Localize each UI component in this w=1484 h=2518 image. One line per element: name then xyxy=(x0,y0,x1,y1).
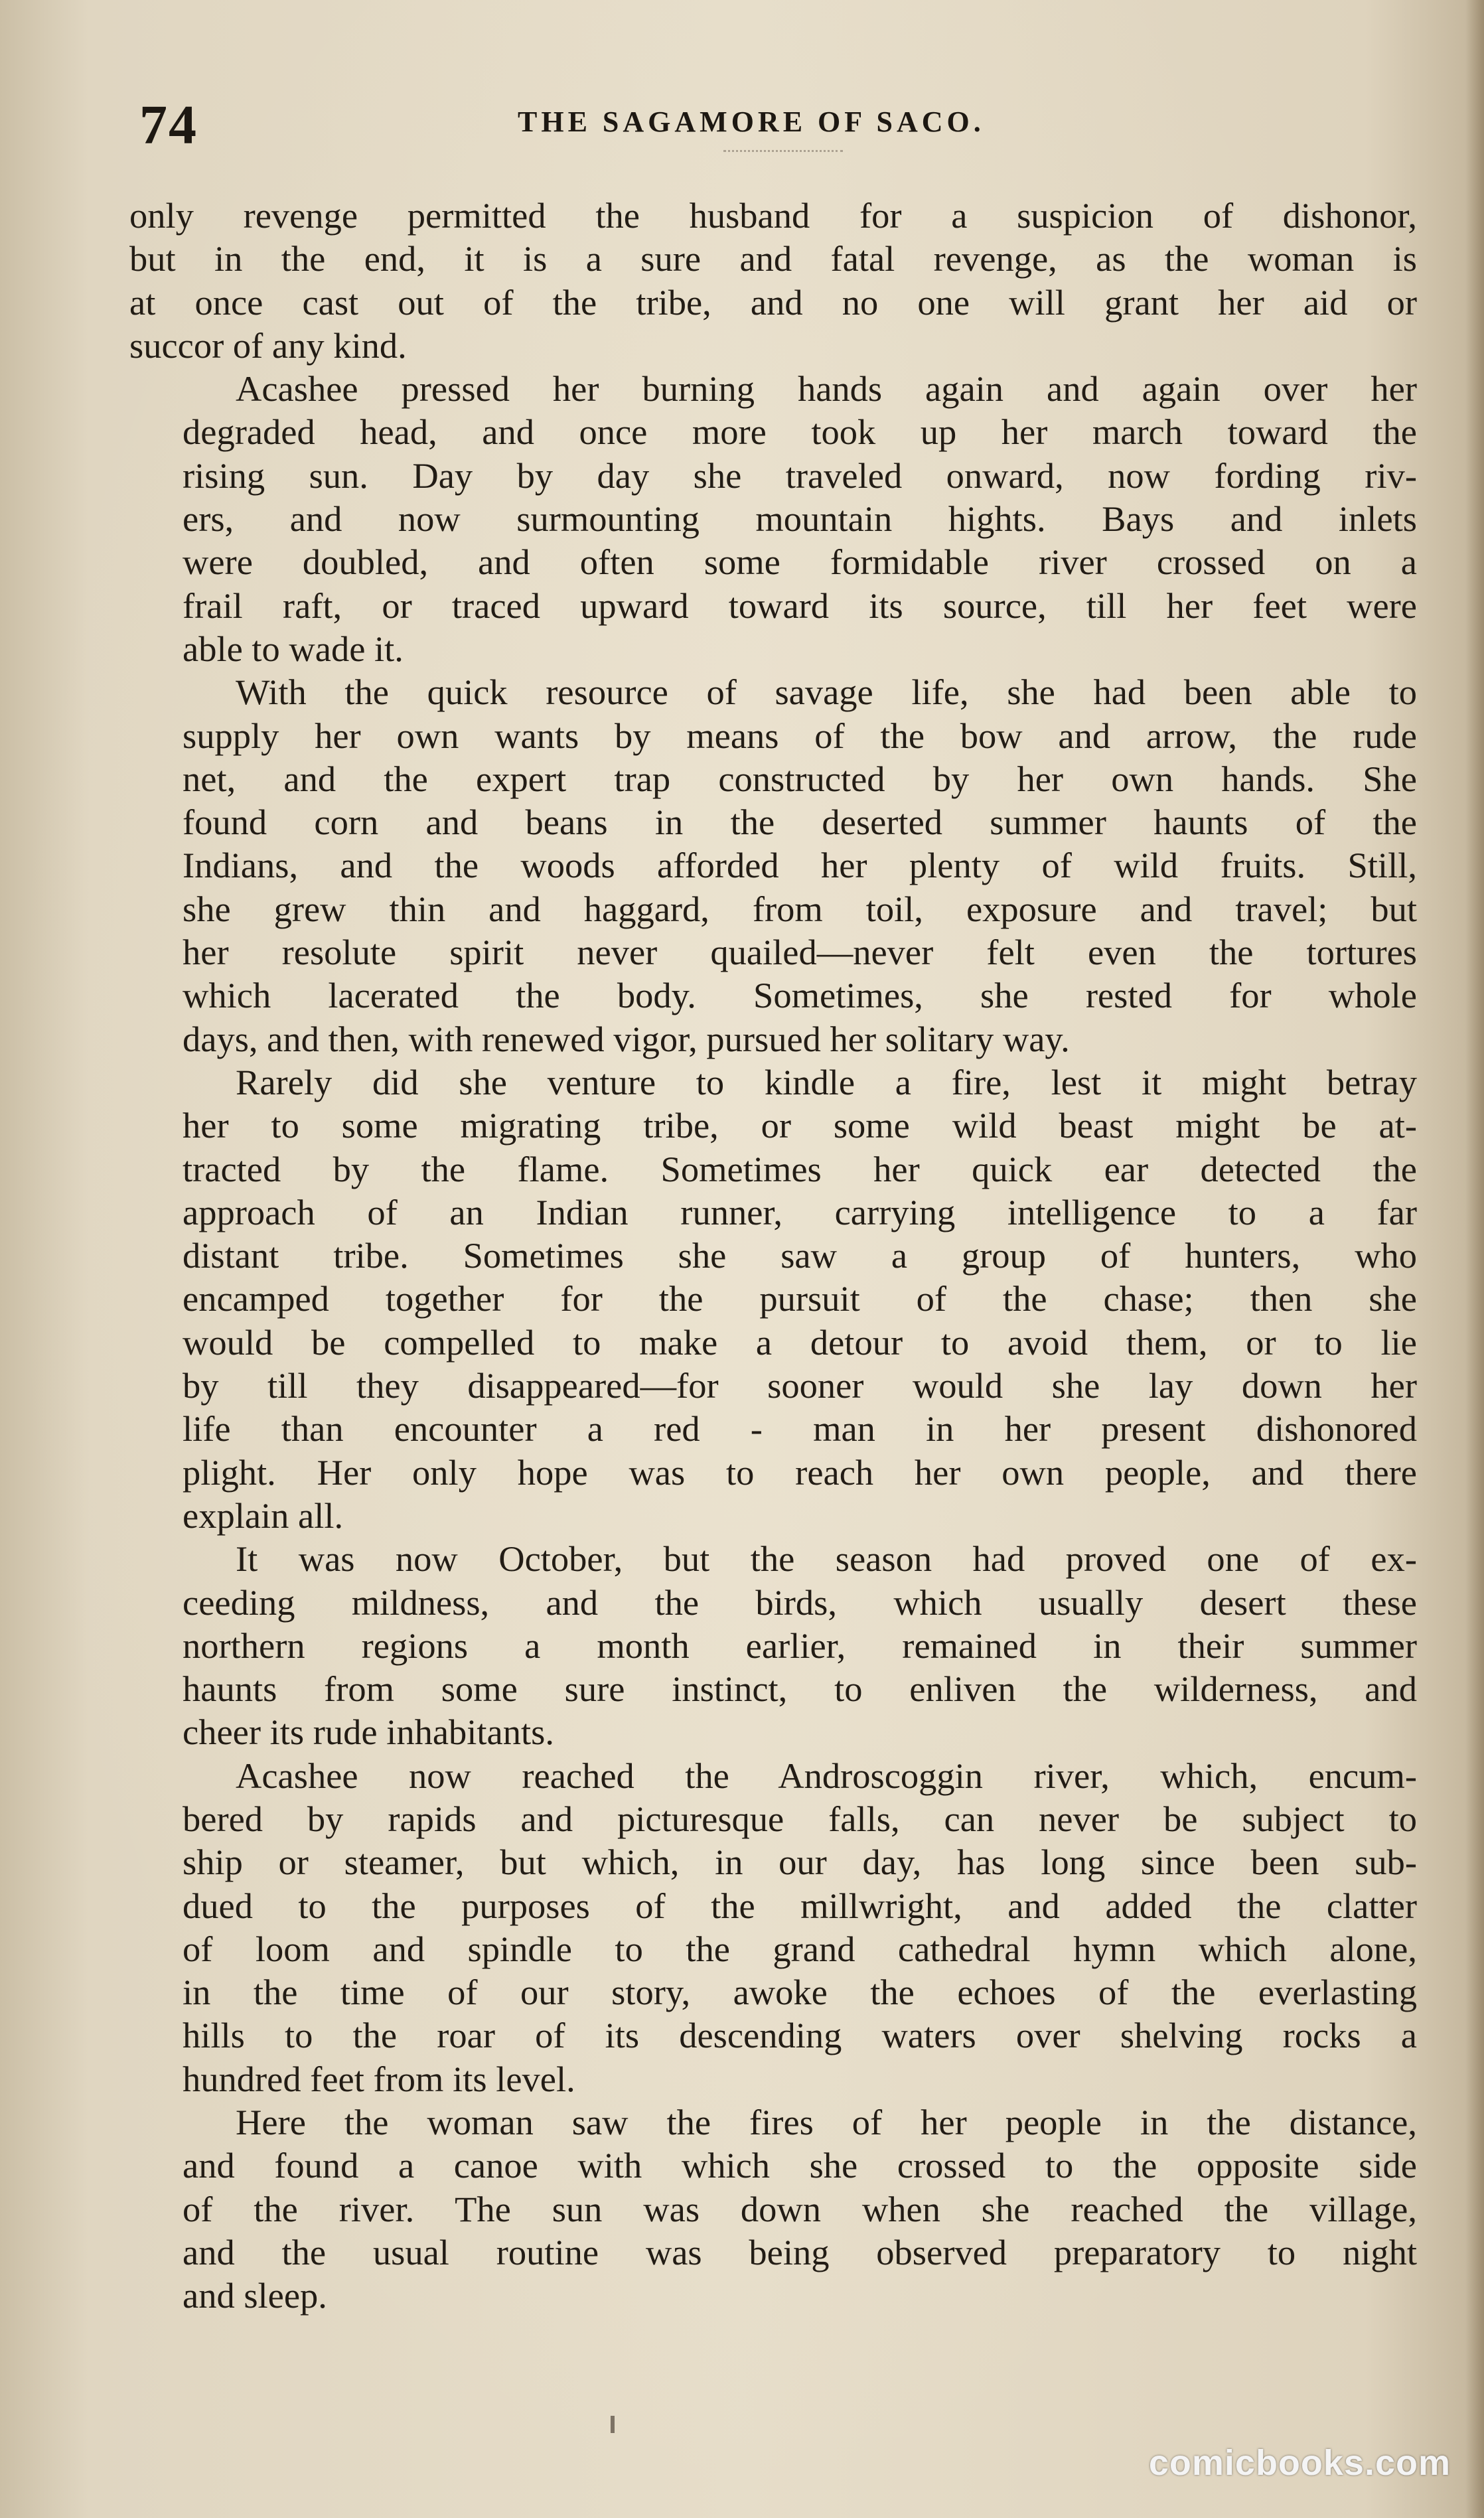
text-line: net, and the expert trap constructed by her own hands. She xyxy=(183,758,1417,799)
text-line: hundred feet from its level. xyxy=(183,2058,575,2099)
text-line: Acashee pressed her burning hands again and again over her xyxy=(236,368,1417,409)
text-line: her resolute spirit never quailed—never felt even the tortures xyxy=(183,932,1417,973)
text-line: cheer its rude inhabitants. xyxy=(183,1712,554,1753)
text-line: ceeding mildness, and the birds, which usually desert these xyxy=(183,1582,1417,1623)
text-line: Indians, and the woods afforded her plenty of wild fruits. Still, xyxy=(183,845,1417,886)
watermark-text: comicbooks.com xyxy=(1148,2443,1451,2483)
text-line: would be compelled to make a detour to avoid them, or to lie xyxy=(183,1321,1417,1363)
text-line: tracted by the flame. Sometimes her quick ear detected the xyxy=(183,1148,1417,1189)
text-line: plight. Her only hope was to reach her own people, and there xyxy=(183,1451,1417,1493)
text-line: With the quick resource of savage life, she had been able to xyxy=(236,672,1417,713)
text-line: of the river. The sun was down when she reached the village, xyxy=(183,2188,1417,2229)
text-line: found corn and beans in the deserted summer haunts of the xyxy=(183,802,1417,843)
text-line: were doubled, and often some formidable river crossed on a xyxy=(183,542,1417,583)
text-line: in the time of our story, awoke the echoes of the everlasting xyxy=(183,1972,1417,2013)
text-line: explain all. xyxy=(183,1495,344,1536)
header-rule xyxy=(723,150,843,153)
paragraph-5 xyxy=(129,1537,1417,1753)
text-line: degraded head, and once more took up her march toward the xyxy=(183,411,1417,453)
text-line: her to some migrating tribe, or some wild beast might be at- xyxy=(183,1105,1417,1146)
text-line: she grew thin and haggard, from toil, exposure and travel; but xyxy=(183,888,1417,929)
text-line: hills to the roar of its descending waters over shelving rocks a xyxy=(183,2015,1417,2056)
text-line: It was now October, but the season had proved one of ex- xyxy=(236,1538,1417,1580)
text-line: life than encounter a red - man in her present dishonored xyxy=(183,1408,1417,1449)
paragraph-3 xyxy=(129,670,1417,1061)
body-text xyxy=(129,194,1417,2318)
text-line: and sleep. xyxy=(183,2275,327,2316)
text-line: approach of an Indian runner, carrying intelligence to a far xyxy=(183,1191,1417,1232)
text-line: at once cast out of the tribe, and no one will grant her aid or xyxy=(129,281,1417,323)
text-line: but in the end, it is a sure and fatal revenge, as the woman is xyxy=(129,238,1417,279)
ink-speck xyxy=(611,2416,615,2433)
running-head: THE SAGAMORE OF SACO. xyxy=(518,106,985,138)
text-line: days, and then, with renewed vigor, pursued her solitary way. xyxy=(183,1018,1070,1059)
paragraph-2 xyxy=(129,367,1417,670)
text-line: of loom and spindle to the grand cathedral hymn which alone, xyxy=(183,1928,1417,1969)
text-line: succor of any kind. xyxy=(129,325,407,366)
text-line: and found a canoe with which she crossed to the opposite side xyxy=(183,2145,1417,2186)
page-header xyxy=(100,93,1420,156)
text-line: ship or steamer, but which, in our day, has long since been sub- xyxy=(183,1842,1417,1883)
text-line: which lacerated the body. Sometimes, she rested for whole xyxy=(183,975,1417,1016)
page-number: 74 xyxy=(139,94,198,156)
paragraph-1 xyxy=(129,194,1417,367)
text-line: encamped together for the pursuit of the chase; then she xyxy=(183,1278,1417,1319)
paragraph-4 xyxy=(129,1061,1417,1537)
text-line: ers, and now surmounting mountain hights. Bays and inlets xyxy=(183,498,1417,540)
text-line: rising sun. Day by day she traveled onward, now fording riv- xyxy=(183,455,1417,496)
text-line: by till they disappeared—for sooner would she lay down her xyxy=(183,1365,1417,1406)
text-line: only revenge permitted the husband for a suspicion of dishonor, xyxy=(129,195,1417,236)
text-line: Here the woman saw the fires of her people in the distance, xyxy=(236,2102,1417,2143)
text-line: Acashee now reached the Androscoggin river, which, encum- xyxy=(236,1755,1417,1796)
paragraph-6 xyxy=(129,1754,1417,2101)
text-line: able to wade it. xyxy=(183,628,404,669)
text-line: dued to the purposes of the millwright, and added the clatter xyxy=(183,1885,1417,1926)
paragraph-7 xyxy=(129,2101,1417,2317)
text-line: bered by rapids and picturesque falls, can never be subject to xyxy=(183,1798,1417,1839)
text-line: haunts from some sure instinct, to enliven the wilderness, and xyxy=(183,1668,1417,1710)
text-line: and the usual routine was being observed preparatory to night xyxy=(183,2231,1417,2272)
page-edge-shadow xyxy=(1465,0,1484,2518)
text-line: supply her own wants by means of the bow and arrow, the rude xyxy=(183,715,1417,756)
text-line: frail raft, or traced upward toward its source, till her feet were xyxy=(183,585,1417,626)
text-line: Rarely did she venture to kindle a fire, lest it might betray xyxy=(236,1061,1417,1102)
text-line: distant tribe. Sometimes she saw a group of hunters, who xyxy=(183,1235,1417,1276)
text-line: northern regions a month earlier, remained in their summer xyxy=(183,1625,1417,1666)
